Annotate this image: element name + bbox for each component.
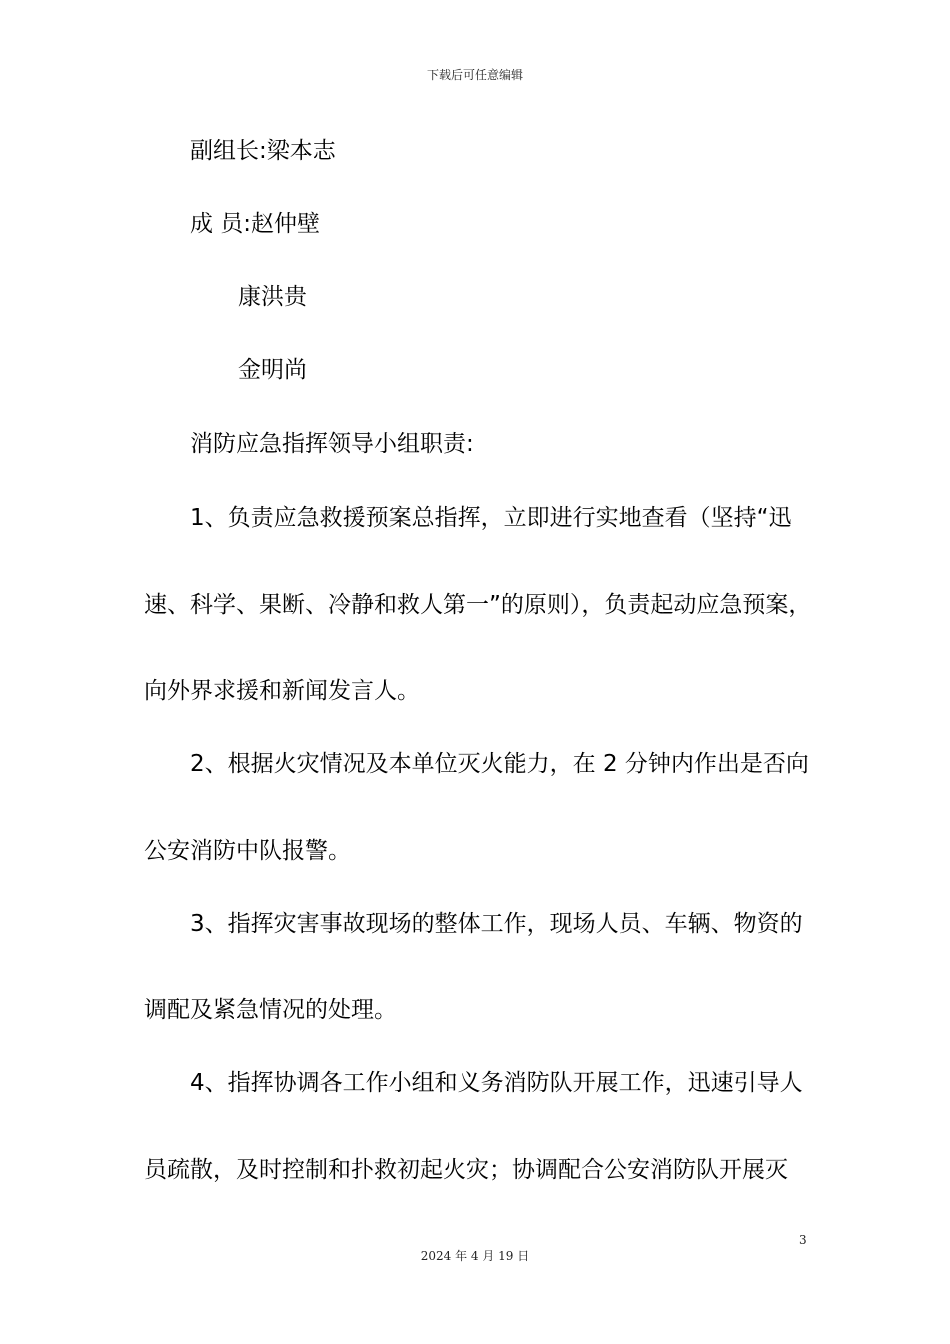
paragraph-line: 4、指挥协调各工作小组和义务消防队开展工作，迅速引导人 [190, 1070, 803, 1096]
paragraph-line: 员疏散，及时控制和扑救初起火灾；协调配合公安消防队开展灭 [144, 1157, 788, 1183]
footer-date: 2024 年 4 月 19 日 [420, 1249, 530, 1263]
page-number: 3 [799, 1233, 807, 1247]
text-line-member: 康洪贵 [238, 284, 307, 310]
text-line-deputy-leader: 副组长:梁本志 [190, 138, 336, 164]
section-heading: 消防应急指挥领导小组职责: [190, 431, 474, 457]
paragraph-line: 向外界求援和新闻发言人。 [144, 678, 420, 704]
paragraph-line: 调配及紧急情况的处理。 [144, 997, 397, 1023]
paragraph-line: 3、指挥灾害事故现场的整体工作，现场人员、车辆、物资的 [190, 911, 803, 937]
paragraph-line: 2、根据火灾情况及本单位灭火能力，在 2 分钟内作出是否向 [190, 751, 809, 777]
paragraph-line: 公安消防中队报警。 [144, 838, 351, 864]
paragraph-line: 速、科学、果断、冷静和救人第一”的原则），负责起动应急预案， [144, 592, 812, 618]
text-line-members: 成 员:赵仲壁 [190, 211, 321, 237]
text-line-member: 金明尚 [238, 357, 307, 383]
header-note: 下载后可任意编辑 [426, 68, 523, 82]
paragraph-line: 1、负责应急救援预案总指挥，立即进行实地查看（坚持“迅 [190, 505, 792, 531]
